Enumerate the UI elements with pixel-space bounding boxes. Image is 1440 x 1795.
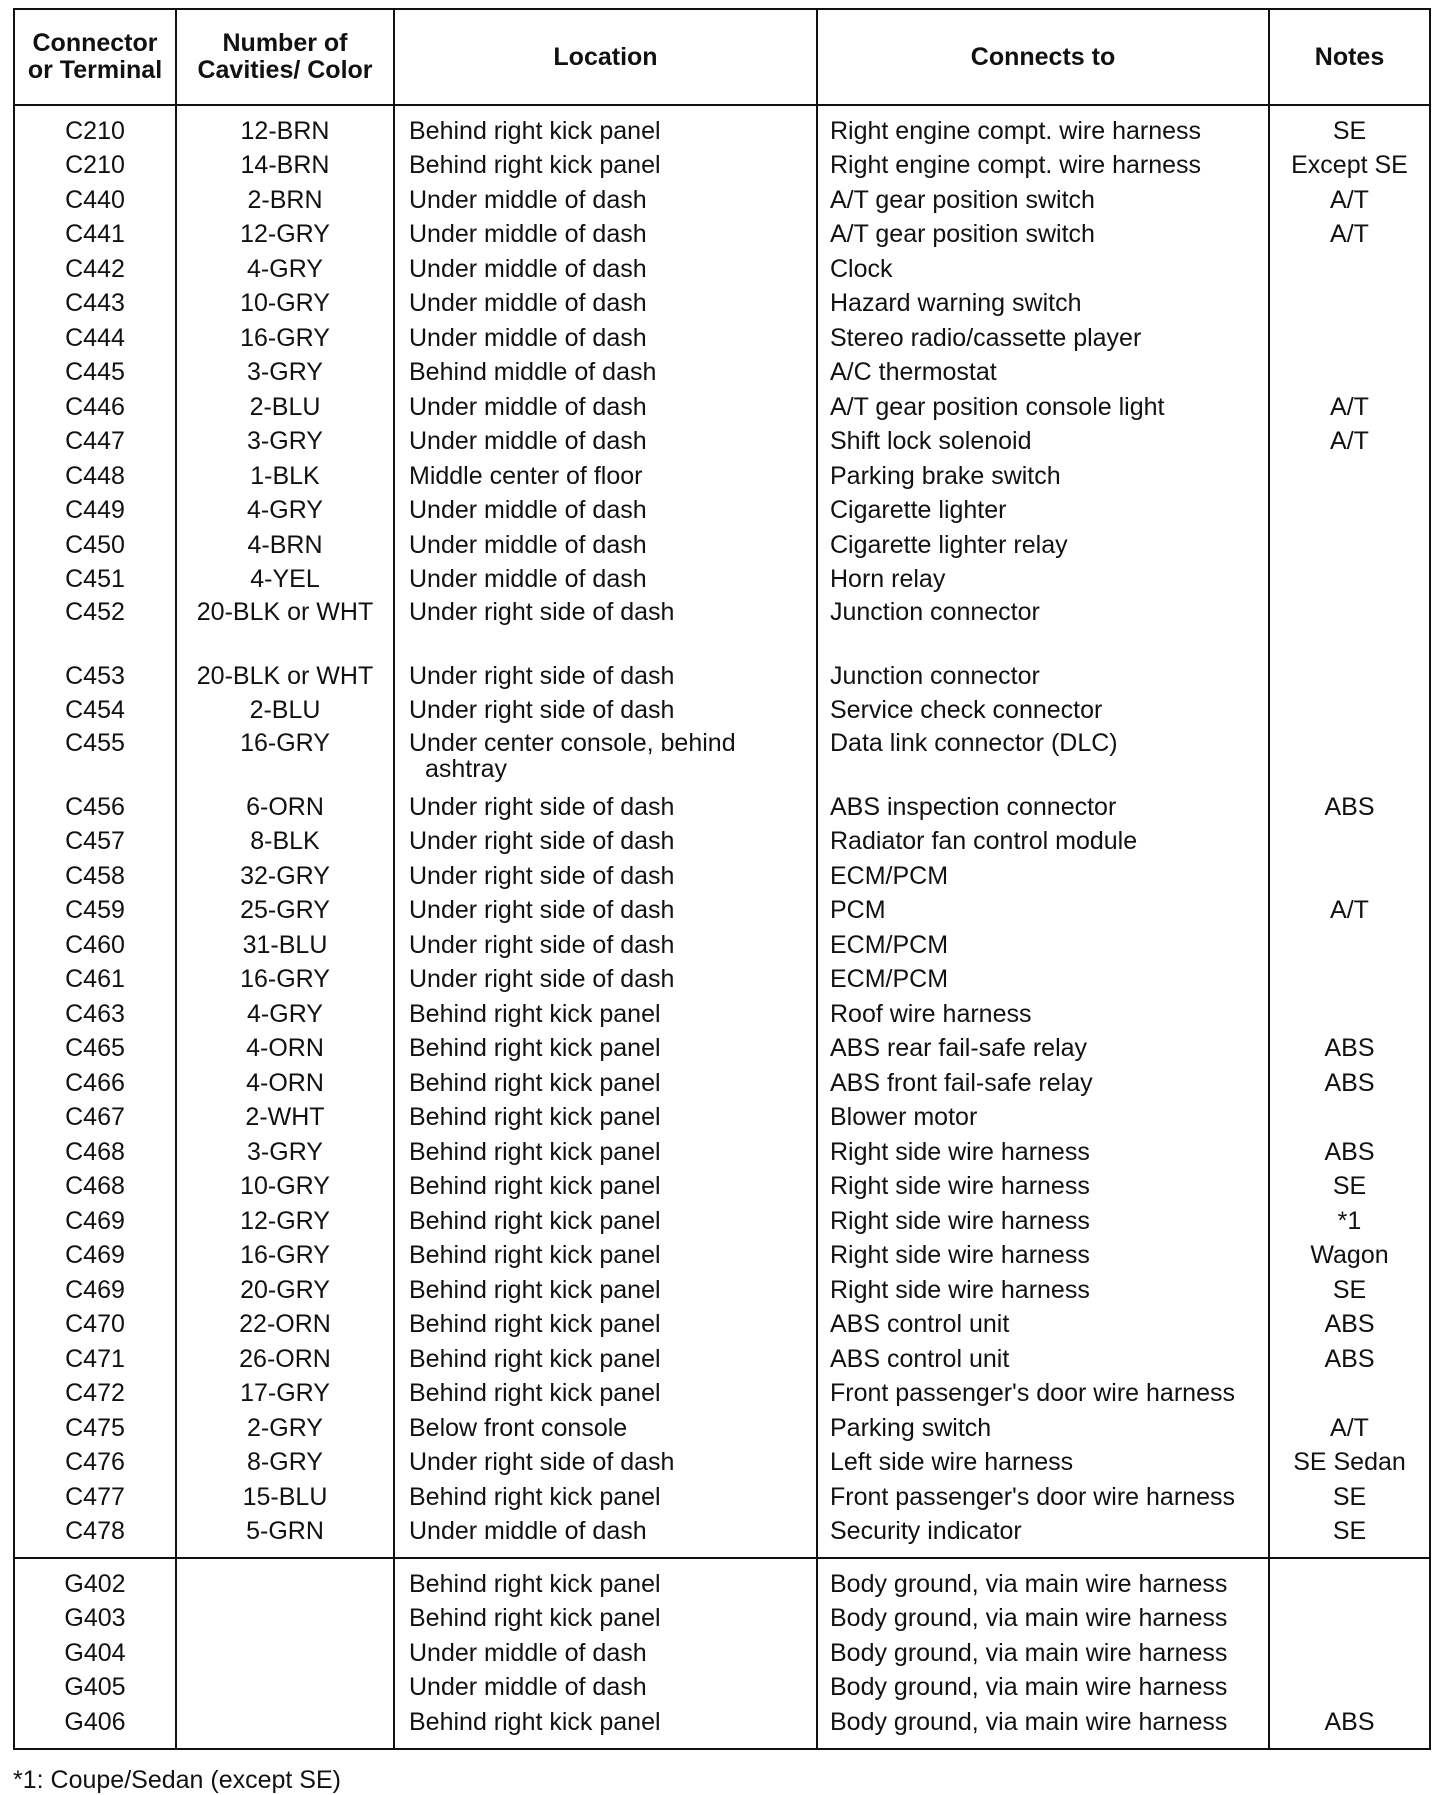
- notes-cell: ABS: [1269, 1308, 1430, 1343]
- cavities-cell: 4-GRY: [176, 997, 394, 1032]
- connects-to-cell: A/T gear position switch: [817, 183, 1269, 218]
- location-cell: Behind right kick panel: [394, 1135, 817, 1170]
- connector-cell: C468: [14, 1135, 176, 1170]
- cavities-cell: 31-BLU: [176, 928, 394, 963]
- cavities-cell: 22-ORN: [176, 1308, 394, 1343]
- notes-cell: A/T: [1269, 183, 1430, 218]
- notes-cell: Wagon: [1269, 1239, 1430, 1274]
- table-row: [14, 1101, 1430, 1136]
- cavities-cell: 12-BRN: [176, 105, 394, 149]
- connects-to-cell: PCM: [817, 894, 1269, 929]
- notes-cell: SE: [1269, 1273, 1430, 1308]
- connects-to-cell: ABS control unit: [817, 1342, 1269, 1377]
- cavities-cell: 2-WHT: [176, 1101, 394, 1136]
- table-row: [14, 390, 1430, 425]
- location-cell: Behind right kick panel: [394, 1480, 817, 1515]
- header-notes: Notes: [1269, 9, 1430, 105]
- table-row: [14, 1705, 1430, 1749]
- cavities-cell: 4-GRY: [176, 494, 394, 529]
- location-cell: Under right side of dash: [394, 963, 817, 998]
- location-cell: Under middle of dash: [394, 183, 817, 218]
- connects-to-cell: Junction connector: [817, 659, 1269, 694]
- cavities-cell: 3-GRY: [176, 356, 394, 391]
- cavities-cell: [176, 1705, 394, 1749]
- notes-cell: Except SE: [1269, 149, 1430, 184]
- connects-to-cell: Right side wire harness: [817, 1239, 1269, 1274]
- table-row: [14, 1446, 1430, 1481]
- table-row: [14, 1377, 1430, 1412]
- notes-cell: [1269, 928, 1430, 963]
- table-row: [14, 859, 1430, 894]
- cavities-cell: 12-GRY: [176, 1204, 394, 1239]
- notes-cell: [1269, 859, 1430, 894]
- notes-cell: [1269, 728, 1430, 790]
- cavities-cell: 2-BLU: [176, 390, 394, 425]
- table-header: [14, 9, 1430, 105]
- connects-to-cell: Right engine compt. wire harness: [817, 149, 1269, 184]
- notes-cell: ABS: [1269, 1135, 1430, 1170]
- connector-cell: C441: [14, 218, 176, 253]
- connects-to-cell: Parking brake switch: [817, 459, 1269, 494]
- location-cell: Behind right kick panel: [394, 1602, 817, 1637]
- connector-cell: C469: [14, 1273, 176, 1308]
- connector-cell: C449: [14, 494, 176, 529]
- table-row: [14, 1308, 1430, 1343]
- connects-to-cell: ABS front fail-safe relay: [817, 1066, 1269, 1101]
- table-row: [14, 790, 1430, 825]
- connects-to-cell: Clock: [817, 252, 1269, 287]
- notes-cell: SE: [1269, 1480, 1430, 1515]
- location-cell: Under center console, behind ashtray: [394, 728, 817, 790]
- connects-to-cell: A/T gear position console light: [817, 390, 1269, 425]
- connector-cell: C468: [14, 1170, 176, 1205]
- cavities-cell: 2-BLU: [176, 694, 394, 729]
- connector-cell: C476: [14, 1446, 176, 1481]
- connector-cell: C477: [14, 1480, 176, 1515]
- connector-cell: C447: [14, 425, 176, 460]
- connects-to-cell: Front passenger's door wire harness: [817, 1480, 1269, 1515]
- connector-table-page: [13, 8, 1429, 1794]
- location-cell: Behind right kick panel: [394, 1705, 817, 1749]
- header-cavities: Number of Cavities/ Color: [176, 9, 394, 105]
- notes-cell: [1269, 963, 1430, 998]
- location-cell: Under right side of dash: [394, 894, 817, 929]
- connector-cell: G403: [14, 1602, 176, 1637]
- table-row: [14, 528, 1430, 563]
- cavities-cell: 4-GRY: [176, 252, 394, 287]
- table-row: [14, 287, 1430, 322]
- connects-to-cell: A/T gear position switch: [817, 218, 1269, 253]
- connects-to-cell: Body ground, via main wire harness: [817, 1558, 1269, 1602]
- notes-cell: [1269, 597, 1430, 659]
- connector-cell: C469: [14, 1204, 176, 1239]
- header-connects-to: Connects to: [817, 9, 1269, 105]
- connects-to-cell: ABS rear fail-safe relay: [817, 1032, 1269, 1067]
- location-cell: Behind right kick panel: [394, 1170, 817, 1205]
- connects-to-cell: Security indicator: [817, 1515, 1269, 1559]
- connects-to-cell: Body ground, via main wire harness: [817, 1671, 1269, 1706]
- table-row: [14, 218, 1430, 253]
- notes-cell: [1269, 287, 1430, 322]
- table-row: [14, 1032, 1430, 1067]
- table-row: [14, 459, 1430, 494]
- cavities-cell: 4-BRN: [176, 528, 394, 563]
- location-cell: Under middle of dash: [394, 528, 817, 563]
- connector-cell: C469: [14, 1239, 176, 1274]
- location-cell: Behind right kick panel: [394, 1308, 817, 1343]
- cavities-cell: 2-BRN: [176, 183, 394, 218]
- connects-to-cell: Data link connector (DLC): [817, 728, 1269, 790]
- connector-cell: C467: [14, 1101, 176, 1136]
- connector-cell: C440: [14, 183, 176, 218]
- table-row: [14, 1480, 1430, 1515]
- connects-to-cell: Service check connector: [817, 694, 1269, 729]
- table-row: [14, 1239, 1430, 1274]
- cavities-cell: 3-GRY: [176, 1135, 394, 1170]
- notes-cell: [1269, 321, 1430, 356]
- cavities-cell: 3-GRY: [176, 425, 394, 460]
- location-cell: Under right side of dash: [394, 825, 817, 860]
- connector-cell: C455: [14, 728, 176, 790]
- notes-cell: ABS: [1269, 1705, 1430, 1749]
- connects-to-cell: Right side wire harness: [817, 1204, 1269, 1239]
- notes-cell: [1269, 563, 1430, 598]
- table-row: [14, 1170, 1430, 1205]
- table-row: [14, 1135, 1430, 1170]
- notes-cell: [1269, 356, 1430, 391]
- connector-cell: C445: [14, 356, 176, 391]
- notes-cell: [1269, 1602, 1430, 1637]
- connector-cell: C475: [14, 1411, 176, 1446]
- cavities-cell: 16-GRY: [176, 1239, 394, 1274]
- connects-to-cell: ECM/PCM: [817, 859, 1269, 894]
- notes-cell: [1269, 459, 1430, 494]
- location-cell: Under right side of dash: [394, 928, 817, 963]
- connector-cell: C461: [14, 963, 176, 998]
- connector-cell: C210: [14, 105, 176, 149]
- connector-cell: C459: [14, 894, 176, 929]
- cavities-cell: 1-BLK: [176, 459, 394, 494]
- table-row: [14, 1204, 1430, 1239]
- notes-cell: A/T: [1269, 425, 1430, 460]
- table-row: [14, 149, 1430, 184]
- cavities-cell: 14-BRN: [176, 149, 394, 184]
- location-cell: Under right side of dash: [394, 659, 817, 694]
- location-cell: Behind right kick panel: [394, 1204, 817, 1239]
- location-cell: Below front console: [394, 1411, 817, 1446]
- connector-cell: C456: [14, 790, 176, 825]
- connector-cell: C453: [14, 659, 176, 694]
- notes-cell: A/T: [1269, 894, 1430, 929]
- location-cell: Under middle of dash: [394, 425, 817, 460]
- table-row: [14, 825, 1430, 860]
- connects-to-cell: Body ground, via main wire harness: [817, 1636, 1269, 1671]
- cavities-cell: 20-BLK or WHT: [176, 659, 394, 694]
- connects-to-cell: Radiator fan control module: [817, 825, 1269, 860]
- connector-cell: C446: [14, 390, 176, 425]
- location-cell: Behind right kick panel: [394, 1101, 817, 1136]
- cavities-cell: 2-GRY: [176, 1411, 394, 1446]
- table-row: [14, 252, 1430, 287]
- table-row: [14, 494, 1430, 529]
- connector-cell: C460: [14, 928, 176, 963]
- location-cell: Under middle of dash: [394, 1671, 817, 1706]
- location-cell: Under middle of dash: [394, 390, 817, 425]
- table-row: [14, 728, 1430, 790]
- notes-cell: ABS: [1269, 1342, 1430, 1377]
- connector-cell: C451: [14, 563, 176, 598]
- table-row: [14, 321, 1430, 356]
- connector-cell: C442: [14, 252, 176, 287]
- connector-cell: G402: [14, 1558, 176, 1602]
- connector-cell: C444: [14, 321, 176, 356]
- connector-table: [13, 8, 1431, 1750]
- cavities-cell: [176, 1558, 394, 1602]
- connects-to-cell: Right side wire harness: [817, 1170, 1269, 1205]
- table-row: [14, 425, 1430, 460]
- connector-cell: C452: [14, 597, 176, 659]
- notes-cell: ABS: [1269, 790, 1430, 825]
- connector-cell: C466: [14, 1066, 176, 1101]
- connector-cell: G405: [14, 1671, 176, 1706]
- table-row: [14, 356, 1430, 391]
- location-cell: Behind right kick panel: [394, 1239, 817, 1274]
- cavities-cell: 16-GRY: [176, 963, 394, 998]
- notes-cell: [1269, 1636, 1430, 1671]
- cavities-cell: [176, 1671, 394, 1706]
- table-row: [14, 1558, 1430, 1602]
- notes-cell: ABS: [1269, 1066, 1430, 1101]
- location-cell: Behind right kick panel: [394, 1066, 817, 1101]
- connects-to-cell: Right engine compt. wire harness: [817, 105, 1269, 149]
- table-row: [14, 1671, 1430, 1706]
- table-row: [14, 1602, 1430, 1637]
- table-row: [14, 928, 1430, 963]
- header-connector: Connector or Terminal: [14, 9, 176, 105]
- connector-cell: C465: [14, 1032, 176, 1067]
- location-cell: Under right side of dash: [394, 859, 817, 894]
- connects-to-cell: Body ground, via main wire harness: [817, 1602, 1269, 1637]
- cavities-cell: 4-ORN: [176, 1032, 394, 1067]
- notes-cell: SE: [1269, 1515, 1430, 1559]
- location-cell: Under middle of dash: [394, 218, 817, 253]
- notes-cell: [1269, 494, 1430, 529]
- location-cell: Under middle of dash: [394, 252, 817, 287]
- cavities-cell: 12-GRY: [176, 218, 394, 253]
- table-row: [14, 1342, 1430, 1377]
- connects-to-cell: Horn relay: [817, 563, 1269, 598]
- notes-cell: SE: [1269, 105, 1430, 149]
- notes-cell: [1269, 1377, 1430, 1412]
- cavities-cell: 20-GRY: [176, 1273, 394, 1308]
- notes-cell: [1269, 997, 1430, 1032]
- connects-to-cell: Roof wire harness: [817, 997, 1269, 1032]
- connector-cell: C471: [14, 1342, 176, 1377]
- location-cell: Behind middle of dash: [394, 356, 817, 391]
- table-row: [14, 894, 1430, 929]
- location-cell: Behind right kick panel: [394, 1273, 817, 1308]
- table-row: [14, 1066, 1430, 1101]
- connects-to-cell: Stereo radio/cassette player: [817, 321, 1269, 356]
- table-row: [14, 1411, 1430, 1446]
- table-row: [14, 1636, 1430, 1671]
- notes-cell: [1269, 825, 1430, 860]
- cavities-cell: 25-GRY: [176, 894, 394, 929]
- notes-cell: [1269, 1101, 1430, 1136]
- notes-cell: [1269, 694, 1430, 729]
- cavities-cell: 20-BLK or WHT: [176, 597, 394, 659]
- connects-to-cell: ABS inspection connector: [817, 790, 1269, 825]
- cavities-cell: 16-GRY: [176, 321, 394, 356]
- connector-cell: C472: [14, 1377, 176, 1412]
- connector-cell: C470: [14, 1308, 176, 1343]
- connects-to-cell: Cigarette lighter relay: [817, 528, 1269, 563]
- connects-to-cell: A/C thermostat: [817, 356, 1269, 391]
- table-row: [14, 563, 1430, 598]
- connects-to-cell: ECM/PCM: [817, 928, 1269, 963]
- location-cell: Under middle of dash: [394, 321, 817, 356]
- cavities-cell: 4-YEL: [176, 563, 394, 598]
- location-cell: Under middle of dash: [394, 1636, 817, 1671]
- cavities-cell: 5-GRN: [176, 1515, 394, 1559]
- location-cell: Under middle of dash: [394, 287, 817, 322]
- cavities-cell: 32-GRY: [176, 859, 394, 894]
- location-cell: Behind right kick panel: [394, 1032, 817, 1067]
- notes-cell: A/T: [1269, 1411, 1430, 1446]
- location-continuation: ashtray: [425, 755, 507, 783]
- table-row: [14, 1273, 1430, 1308]
- footnote: *1: Coupe/Sedan (except SE): [13, 1766, 341, 1794]
- location-cell: Under right side of dash: [394, 790, 817, 825]
- cavities-cell: 10-GRY: [176, 1170, 394, 1205]
- notes-cell: A/T: [1269, 218, 1430, 253]
- table-row: [14, 183, 1430, 218]
- location-cell: Under middle of dash: [394, 1515, 817, 1559]
- notes-cell: [1269, 1558, 1430, 1602]
- location-cell: Under middle of dash: [394, 563, 817, 598]
- notes-cell: [1269, 1671, 1430, 1706]
- connects-to-cell: Front passenger's door wire harness: [817, 1377, 1269, 1412]
- cavities-cell: 15-BLU: [176, 1480, 394, 1515]
- location-cell: Behind right kick panel: [394, 1342, 817, 1377]
- location-cell: Behind right kick panel: [394, 105, 817, 149]
- connects-to-cell: Parking switch: [817, 1411, 1269, 1446]
- connects-to-cell: Blower motor: [817, 1101, 1269, 1136]
- location-cell: Under middle of dash: [394, 494, 817, 529]
- connects-to-cell: Right side wire harness: [817, 1135, 1269, 1170]
- notes-cell: SE: [1269, 1170, 1430, 1205]
- table-row: [14, 659, 1430, 694]
- notes-cell: [1269, 528, 1430, 563]
- cavities-cell: [176, 1602, 394, 1637]
- cavities-cell: 8-GRY: [176, 1446, 394, 1481]
- connector-cell: C443: [14, 287, 176, 322]
- connects-to-cell: Right side wire harness: [817, 1273, 1269, 1308]
- cavities-cell: 16-GRY: [176, 728, 394, 790]
- location-cell: Behind right kick panel: [394, 997, 817, 1032]
- location-cell: Behind right kick panel: [394, 149, 817, 184]
- notes-cell: [1269, 252, 1430, 287]
- connects-to-cell: Cigarette lighter: [817, 494, 1269, 529]
- table-row: [14, 1515, 1430, 1559]
- connector-cell: C454: [14, 694, 176, 729]
- table-row: [14, 105, 1430, 149]
- connector-cell: C448: [14, 459, 176, 494]
- connects-to-cell: Shift lock solenoid: [817, 425, 1269, 460]
- table-row: [14, 963, 1430, 998]
- cavities-cell: 26-ORN: [176, 1342, 394, 1377]
- connects-to-cell: Junction connector: [817, 597, 1269, 659]
- cavities-cell: [176, 1636, 394, 1671]
- table-row: [14, 694, 1430, 729]
- ground-rows: [14, 1558, 1430, 1749]
- cavities-cell: 4-ORN: [176, 1066, 394, 1101]
- connects-to-cell: ABS control unit: [817, 1308, 1269, 1343]
- cavities-cell: 6-ORN: [176, 790, 394, 825]
- notes-cell: ABS: [1269, 1032, 1430, 1067]
- connector-cell: G404: [14, 1636, 176, 1671]
- table-row: [14, 997, 1430, 1032]
- location-cell: Under right side of dash: [394, 1446, 817, 1481]
- notes-cell: *1: [1269, 1204, 1430, 1239]
- location-cell: Behind right kick panel: [394, 1558, 817, 1602]
- header-location: Location: [394, 9, 817, 105]
- notes-cell: [1269, 659, 1430, 694]
- connector-rows: [14, 105, 1430, 1558]
- notes-cell: A/T: [1269, 390, 1430, 425]
- connects-to-cell: Left side wire harness: [817, 1446, 1269, 1481]
- connector-cell: C457: [14, 825, 176, 860]
- connects-to-cell: Hazard warning switch: [817, 287, 1269, 322]
- connector-cell: G406: [14, 1705, 176, 1749]
- cavities-cell: 8-BLK: [176, 825, 394, 860]
- location-cell: Behind right kick panel: [394, 1377, 817, 1412]
- notes-cell: SE Sedan: [1269, 1446, 1430, 1481]
- connector-cell: C458: [14, 859, 176, 894]
- connector-cell: C463: [14, 997, 176, 1032]
- cavities-cell: 10-GRY: [176, 287, 394, 322]
- location-cell: Under right side of dash: [394, 694, 817, 729]
- location-cell: Middle center of floor: [394, 459, 817, 494]
- connector-cell: C210: [14, 149, 176, 184]
- location-cell: Under right side of dash: [394, 597, 817, 659]
- cavities-cell: 17-GRY: [176, 1377, 394, 1412]
- connector-cell: C450: [14, 528, 176, 563]
- connects-to-cell: Body ground, via main wire harness: [817, 1705, 1269, 1749]
- connector-cell: C478: [14, 1515, 176, 1559]
- connects-to-cell: ECM/PCM: [817, 963, 1269, 998]
- table-row: [14, 597, 1430, 659]
